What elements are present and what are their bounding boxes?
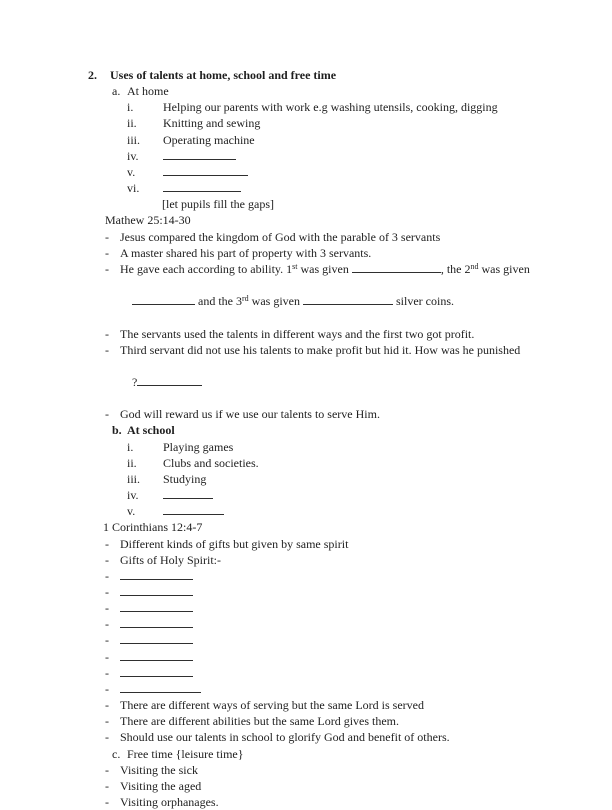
bullet-item-blank xyxy=(105,616,554,632)
roman-numeral: i. xyxy=(127,100,134,115)
bullet-item xyxy=(105,713,554,729)
bullet-text xyxy=(120,681,554,697)
scripture-ref-mathew: Mathew 25:14-30 xyxy=(105,213,191,228)
item-text: Operating machine xyxy=(163,132,255,147)
scripture-ref-corinthians: 1 Corinthians 12:4-7 xyxy=(103,520,203,535)
blank-line xyxy=(120,568,193,580)
bullet-dash: - xyxy=(105,407,109,422)
list-item-school-iv xyxy=(127,487,554,503)
blank-line xyxy=(137,374,202,386)
blank-line xyxy=(163,503,224,515)
bullet-dash: - xyxy=(105,342,109,357)
bullet-dash: - xyxy=(105,568,109,583)
bullet-text: Jesus compared the kingdom of God with the parable of 3 servants xyxy=(120,229,441,244)
bullet-item xyxy=(105,552,554,568)
bullet-text: Visiting the sick xyxy=(120,762,198,777)
bullet-text: Visiting the aged xyxy=(120,778,202,793)
bullet-text: God will reward us if we use our talents to serve Him. xyxy=(120,407,380,422)
list-item-school-i xyxy=(127,439,554,455)
roman-numeral: iv. xyxy=(127,488,139,503)
bullet-dash: - xyxy=(105,601,109,616)
roman-numeral: vi. xyxy=(127,181,140,196)
subsection-a-home xyxy=(112,83,554,99)
bullet-item-blank xyxy=(105,584,554,600)
bullet-dash: - xyxy=(105,649,109,664)
blank-line xyxy=(120,584,193,596)
roman-numeral: ii. xyxy=(127,455,137,470)
bullet-item xyxy=(105,229,554,245)
item-text: Knitting and sewing xyxy=(163,116,261,131)
list-item-home-i xyxy=(127,99,554,115)
bullet-item xyxy=(105,245,554,261)
bullet-text: Third servant did not use his talents to make profit but hid it. How was he punished xyxy=(120,342,521,357)
bullet-item-blank xyxy=(105,649,554,665)
blank-line xyxy=(120,600,193,612)
subsection-title: Free time {leisure time} xyxy=(127,746,244,761)
blank-line xyxy=(120,632,193,644)
ordinal-suffix: st xyxy=(292,261,298,271)
roman-numeral: i. xyxy=(127,439,134,454)
blank-line xyxy=(120,649,193,661)
bullet-dash: - xyxy=(105,681,109,696)
roman-numeral: iv. xyxy=(127,148,139,163)
subsection-title: At school xyxy=(127,423,175,438)
bullet-text: Visiting orphanages. xyxy=(120,795,219,810)
subsection-label: a. xyxy=(112,84,121,99)
section-heading xyxy=(88,67,554,83)
list-item-home-ii xyxy=(127,115,554,131)
bullet-text xyxy=(120,632,554,648)
bullet-text xyxy=(120,665,554,681)
bullet-item-gave-line1 xyxy=(105,261,554,277)
bullet-dash: - xyxy=(105,698,109,713)
section-number: 2. xyxy=(88,68,97,82)
bullet-dash: - xyxy=(105,326,109,341)
bullet-item xyxy=(105,406,554,422)
bullet-text: A master shared his part of property with 3 servants. xyxy=(120,245,372,260)
text-segment: , the 2 xyxy=(440,261,471,276)
bullet-dash: - xyxy=(105,795,109,810)
bullet-dash: - xyxy=(105,633,109,648)
blank-line xyxy=(120,665,193,677)
list-item-home-v xyxy=(127,164,554,180)
bullet-item xyxy=(105,729,554,745)
subsection-label: c. xyxy=(112,746,121,761)
text-segment: and the 3 xyxy=(195,294,242,309)
item-text: Clubs and societies. xyxy=(163,455,259,470)
ordinal-suffix: nd xyxy=(470,261,479,271)
list-item-home-iv xyxy=(127,148,554,164)
blank-line xyxy=(132,293,195,305)
section-title: Uses of talents at home, school and free time xyxy=(110,68,337,82)
bullet-dash: - xyxy=(105,552,109,567)
bullet-text: Should use our talents in school to glorify God and benefit of others. xyxy=(120,730,450,745)
text-segment: ? xyxy=(132,374,138,389)
bullet-text xyxy=(120,568,554,584)
roman-numeral: iii. xyxy=(127,471,141,486)
bullet-text: Different kinds of gifts but given by same spirit xyxy=(120,536,349,551)
bullet-item xyxy=(105,697,554,713)
subsection-title: At home xyxy=(127,84,169,99)
item-text: Playing games xyxy=(163,439,234,454)
blank-line xyxy=(163,487,213,499)
roman-numeral: ii. xyxy=(127,116,137,131)
bullet-text xyxy=(120,600,554,616)
bullet-item-punished-line1 xyxy=(105,342,554,358)
list-item-school-iii xyxy=(127,471,554,487)
subsection-c-freetime xyxy=(112,746,554,762)
blank-line xyxy=(163,180,241,192)
subsection-b-school xyxy=(112,422,554,438)
bullet-dash: - xyxy=(105,261,109,276)
bullet-dash: - xyxy=(105,714,109,729)
text-segment: was given xyxy=(248,294,303,309)
bullet-item-punished-line2 xyxy=(120,358,554,406)
bullet-text xyxy=(120,584,554,600)
text-segment: silver coins. xyxy=(393,294,454,309)
bullet-dash: - xyxy=(105,536,109,551)
bullet-text: The servants used the talents in different ways and the first two got profit. xyxy=(120,326,475,341)
bullet-dash: - xyxy=(105,762,109,777)
list-item-home-vi xyxy=(127,180,554,196)
item-text: Helping our parents with work e.g washing utensils, cooking, digging xyxy=(163,100,498,115)
blank-line xyxy=(163,148,236,160)
bullet-dash: - xyxy=(105,665,109,680)
bullet-text: There are different abilities but the same Lord gives them. xyxy=(120,714,400,729)
bullet-item xyxy=(105,762,554,778)
bullet-text: There are different ways of serving but the same Lord is served xyxy=(120,698,425,713)
bullet-item-gave-line2 xyxy=(120,277,554,325)
bullet-dash: - xyxy=(105,617,109,632)
bullet-dash: - xyxy=(105,730,109,745)
bullet-item xyxy=(105,536,554,552)
blank-line xyxy=(303,293,393,305)
bullet-text xyxy=(120,616,554,632)
bullet-text xyxy=(120,261,554,277)
text-segment: was given xyxy=(297,261,352,276)
ordinal-suffix: rd xyxy=(242,294,249,304)
text-segment: was given xyxy=(478,261,530,276)
roman-numeral: v. xyxy=(127,504,136,519)
bullet-dash: - xyxy=(105,585,109,599)
list-item-school-ii xyxy=(127,455,554,471)
bullet-item xyxy=(105,778,554,794)
bullet-item-blank xyxy=(105,632,554,648)
bullet-item xyxy=(105,794,554,810)
bullet-item-blank xyxy=(105,600,554,616)
bullet-dash: - xyxy=(105,778,109,793)
blank-line xyxy=(120,681,201,693)
roman-numeral: iii. xyxy=(127,132,141,147)
list-item-school-v xyxy=(127,503,554,519)
bullet-item xyxy=(105,326,554,342)
bullet-item-blank xyxy=(105,568,554,584)
bullet-dash: - xyxy=(105,229,109,244)
bullet-text: Gifts of Holy Spirit:- xyxy=(120,552,221,567)
list-item-home-iii xyxy=(127,132,554,148)
item-text: Studying xyxy=(163,471,207,486)
blank-line xyxy=(352,261,441,273)
subsection-label: b. xyxy=(112,423,122,438)
fill-gaps-note: [let pupils fill the gaps] xyxy=(162,197,274,212)
bullet-item-blank xyxy=(105,665,554,681)
bullet-text xyxy=(120,649,554,665)
roman-numeral: v. xyxy=(127,164,136,179)
bullet-item-blank xyxy=(105,681,554,697)
bullet-dash: - xyxy=(105,245,109,260)
blank-line xyxy=(120,616,193,628)
text-segment: He gave each according to ability. 1 xyxy=(120,261,293,276)
blank-line xyxy=(163,164,248,176)
